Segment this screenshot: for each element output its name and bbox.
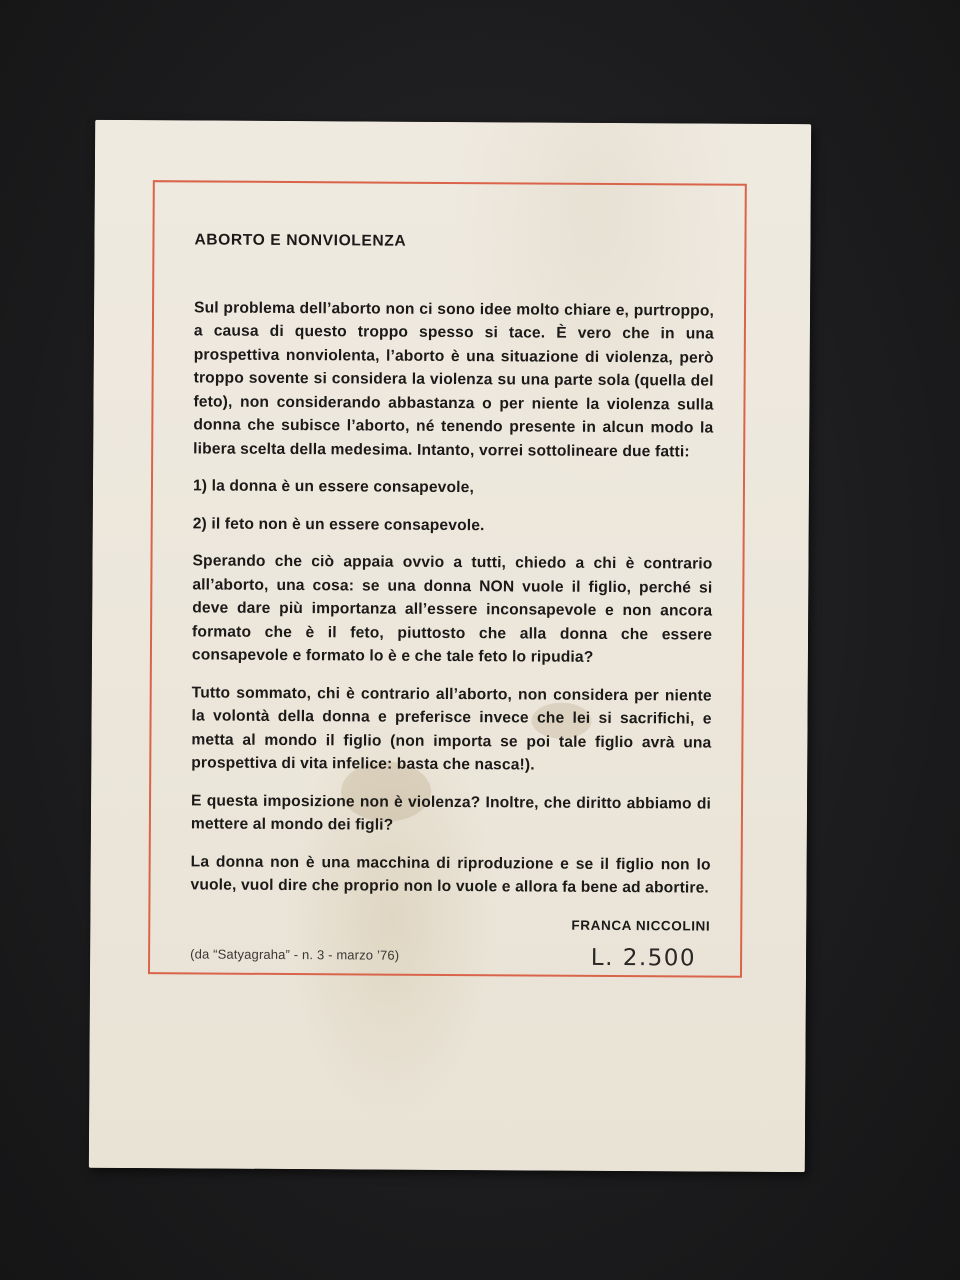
book-back-cover bbox=[89, 120, 811, 1172]
article-title: ABORTO E NONVIOLENZA bbox=[194, 231, 407, 250]
paragraph-conclusion: La donna non è una macchina di riproduzione e se il figlio non lo vuole, vuol dire che proprio non lo vuole e allora fa bene ad abortire. bbox=[190, 852, 711, 897]
paragraph-intro: Sul problema dell’aborto non ci sono idee molto chiare e, purtroppo, a causa di questo troppo spesso si tace. È vero che in una prospettiva nonviolenta, l’aborto è una situazione di violenza, però troppo sovente si considera la violenza su una parte sola (quella del feto), non considerando abbastanza o per niente la violenza sulla donna che subisce l’aborto, né tenendo presente in alcun modo la libera scelta della medesima. Intanto, vorrei sottolineare due fatti: bbox=[193, 298, 715, 460]
list-item-2: 2) il feto non è un essere consapevole. bbox=[192, 514, 485, 534]
list-item-1: 1) la donna è un essere consapevole, bbox=[192, 477, 475, 497]
price-label: L. 2.500 bbox=[590, 944, 697, 972]
red-border-frame bbox=[148, 180, 747, 978]
author-signature: FRANCA NICCOLINI bbox=[571, 917, 711, 934]
source-citation: (da “Satyagraha” - n. 3 - marzo ’76) bbox=[190, 946, 400, 963]
paragraph-question: Sperando che ciò appaia ovvio a tutti, chiedo a chi è contrario all’aborto, una cosa: se una donna NON vuole il figlio, perché si deve dare più importanza all’essere inconsapevole e non ancora formato che è il feto, piuttosto che alla donna che essere consapevole e formato lo è e che tale feto lo ripudia? bbox=[191, 552, 713, 666]
paragraph-summary: Tutto sommato, chi è contrario all’aborto, non considera per niente la volontà della donna e preferisce invece che lei si sacrifichi, e metta al mondo il figlio (non importa se poi tale figlio avrà una prospettiva di vita infelice: basta che nasca!). bbox=[191, 683, 712, 774]
paragraph-imposition: E questa imposizione non è violenza? Inoltre, che diritto abbiamo di mettere al mondo dei figli? bbox=[190, 791, 712, 834]
article-text bbox=[190, 228, 714, 969]
